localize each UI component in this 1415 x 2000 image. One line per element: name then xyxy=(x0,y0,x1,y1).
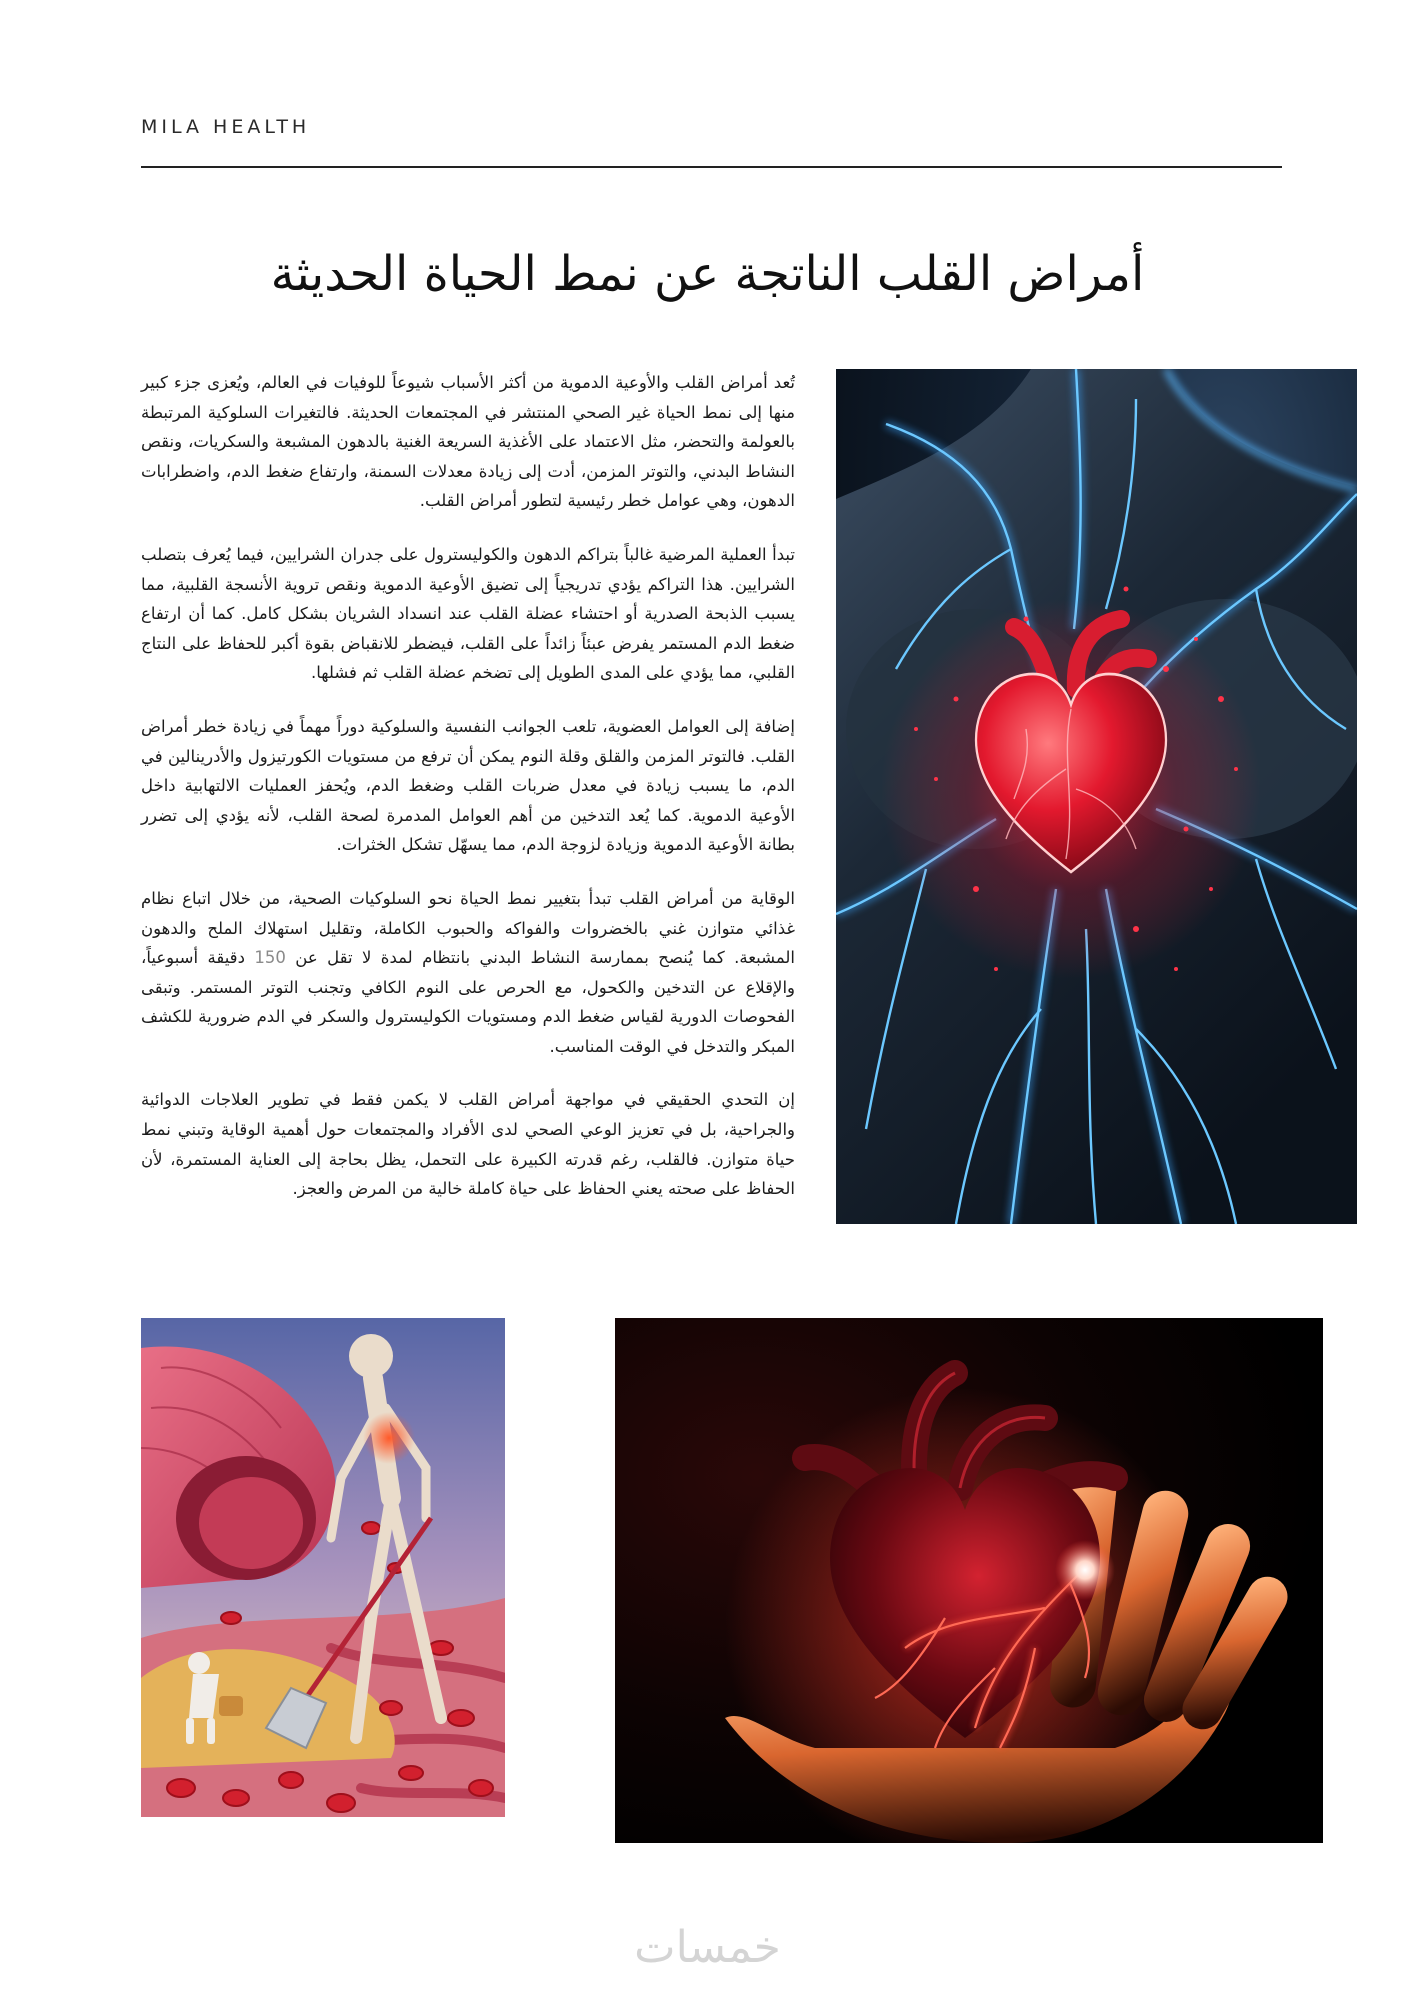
body-paragraph: إضافة إلى العوامل العضوية، تلعب الجوانب النفسية والسلوكية دوراً مهماً في زيادة خطر أمراض القلب. فالتوتر المزمن والقلق وقلة النوم يمكن أن ترفع من مستويات الكورتيزول والأدرينالين في الدم، ما يسبب زيادة في معدل ضربات القلب وضغط الدم، ويُحفز العمليات الالتهابية داخل الأوعية الدموية. كما يُعد التدخين من أهم العوامل المدمرة لصحة القلب، لأنه يؤدي إلى تضرر بطانة الأوعية الدموية وزيادة لزوجة الدم، مما يسهّل تشكل الخثرات. xyxy=(141,716,795,855)
artery-inner xyxy=(199,1477,303,1569)
hand-heart-image xyxy=(615,1318,1323,1843)
brand-name: MILA HEALTH xyxy=(141,116,311,138)
watermark-logo: خمسات xyxy=(634,1922,781,1973)
paragraph-text: الوقاية من أمراض القلب تبدأ بتغيير نمط الحياة نحو السلوكيات الصحية، من خلال اتباع نظام غذائي متوازن غني بالخضروات والفواكه والحبوب الكاملة، وتقليل استهلاك الملح والدهون المشبعة. كما يُنصح بممارسة النشاط البدني بانتظام لمدة لا تقل عن xyxy=(141,888,795,968)
page-title: أمراض القلب الناتجة عن نمط الحياة الحديثة xyxy=(270,246,1145,302)
body-paragraph xyxy=(141,884,795,1062)
figure-chest-glow xyxy=(363,1412,415,1464)
torso-heart-image xyxy=(836,369,1357,1224)
header-rule xyxy=(141,166,1282,168)
body-paragraph: إن التحدي الحقيقي في مواجهة أمراض القلب لا يكمن فقط في تطوير العلاجات الدوائية والجراحية، بل في تعزيز الوعي الصحي لدى الأفراد والمجتمعات حول أهمية الوقاية وتبني نمط حياة متوازن. فالقلب، رغم قدرته الكبيرة على التحمل، يظل بحاجة إلى العناية المستمرة، لأن الحفاظ على صحته يعني الحفاظ على حياة كاملة خالية من المرض والعجز. xyxy=(141,1090,795,1199)
basket xyxy=(219,1696,243,1716)
minutes-number: 150 xyxy=(254,948,286,968)
body-paragraph: تبدأ العملية المرضية غالباً بتراكم الدهون والكوليسترول على جدران الشرايين، فيما يُعرف بتصلب الشرايين. هذا التراكم يؤدي تدريجياً إلى تضيق الأوعية الدموية ونقص تروية الأنسجة القلبية، مما يسبب الذبحة الصدرية أو احتشاء عضلة القلب عند انسداد الشريان بشكل كامل. كما أن ارتفاع ضغط الدم المستمر يفرض عبئاً زائداً على القلب، فيضطر للانقباض بقوة أكبر للحفاظ على النتاج القلبي، مما يؤدي على المدى الطويل إلى تضخم عضلة القلب ثم فشلها. xyxy=(141,544,795,683)
artery-cleaning-image xyxy=(141,1318,505,1817)
article-body xyxy=(141,368,795,1228)
light-spark xyxy=(1055,1540,1115,1600)
body-paragraph: تُعد أمراض القلب والأوعية الدموية من أكثر الأسباب شيوعاً للوفيات في العالم، ويُعزى جزء كبير منها إلى نمط الحياة غير الصحي المنتشر في المجتمعات الحديثة. فالتغيرات السلوكية المرتبطة بالعولمة والتحضر، مثل الاعتماد على الأغذية السريعة الغنية بالدهون المشبعة والسكريات، ونقص النشاط البدني، والتوتر المزمن، أدت إلى زيادة معدلات السمنة، وارتفاع ضغط الدم، واضطرابات الدهون، وهي عوامل خطر رئيسية لتطور أمراض القلب. xyxy=(141,373,795,511)
paragraph-text: دقيقة أسبوعياً، والإقلاع عن التدخين والكحول، مع الحرص على النوم الكافي وتجنب التوتر المستمر. وتبقى الفحوصات الدورية لقياس ضغط الدم ومستويات الكوليسترول والسكر في الدم ضرورية للكشف المبكر والتدخل في الوقت المناسب. xyxy=(141,948,795,1056)
